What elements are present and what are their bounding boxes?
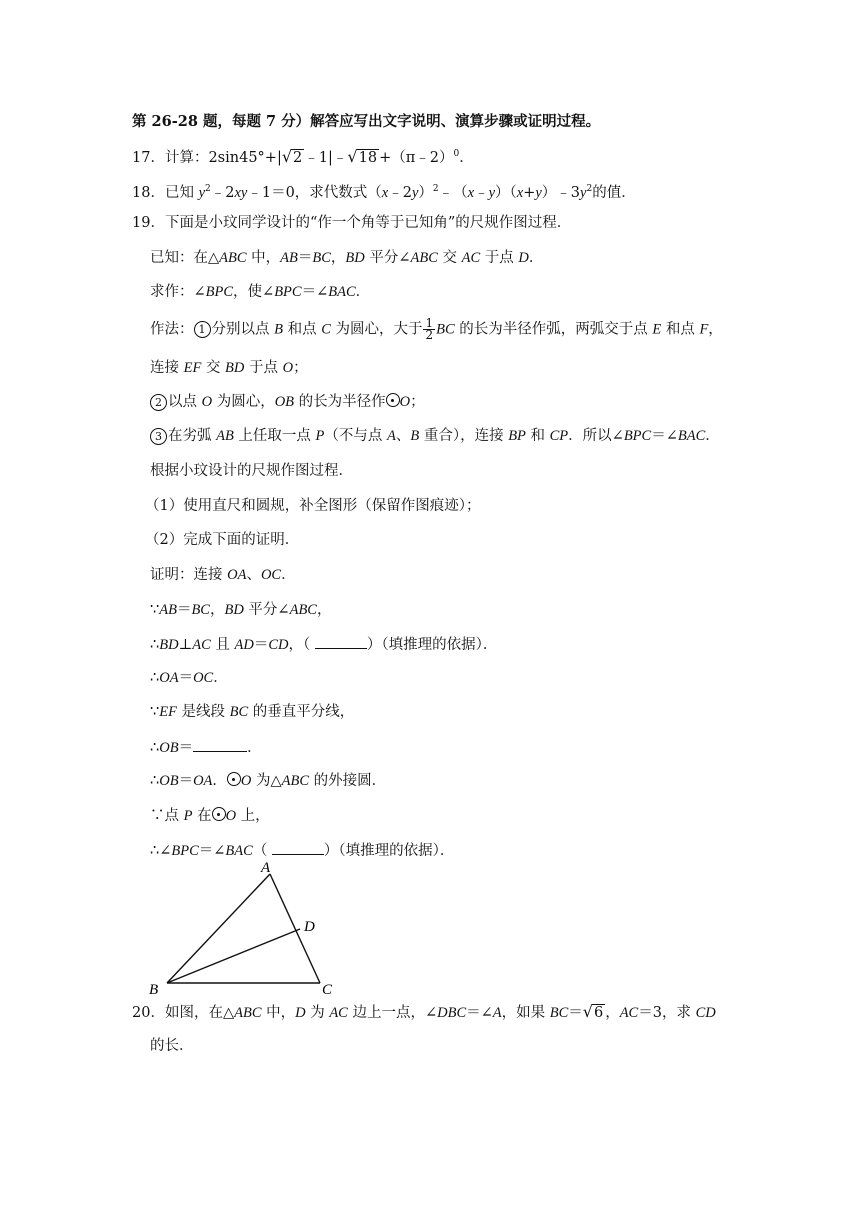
circle-symbol-icon [227,772,241,786]
segment-AB [167,874,270,983]
q19-proof-4: ∴OA＝OC． [150,670,228,686]
q19-proof-7: ∴OB＝OA． O 为△ABC 的外接圆． [150,773,387,789]
q19-part2: （2）完成下面的证明． [145,532,300,548]
answer-blank-1[interactable] [315,634,367,649]
label-C: C [322,982,333,995]
q19-proof-1: 证明：连接 OA、OC． [150,567,296,583]
question-20: 20．如图，在△ABC 中，D 为 AC 边上一点，∠DBC＝∠A，如果 BC＝√6 ，AC＝3，求 CD [132,1002,716,1021]
q19-method-step3: 3 在劣弧 AB 上任取一点 P（不与点 A、B 重合），连接 BP 和 CP．所以∠BPC＝∠BAC． [150,426,720,446]
q19-proof-8: ∵点 P 在 O 上， [150,808,270,824]
answer-blank-2[interactable] [193,737,247,752]
circled-number-1: 1 [194,321,211,338]
q19-given: 已知：在△ABC 中，AB＝BC，BD 平分∠ABC 交 AC 于点 D． [150,250,544,266]
answer-blank-3[interactable] [272,840,324,855]
q19-proof-5: ∵EF 是线段 BC 的垂直平分线， [150,704,355,720]
circled-number-3: 3 [150,428,167,445]
segment-BD [167,929,300,983]
q19-method-step2: 2 以点 O 为圆心，OB 的长为半径作 O； [150,392,425,412]
question-20-cont: 的长． [150,1038,194,1054]
q19-method-step1: 作法： 1 分别以点 B 和点 C 为圆心，大于 $\frac{1}{2}$ BC 的长为半径作弧，两弧交于点 E 和点 F， [150,316,723,342]
question-17: 17．计算：2sin45°+|√2 ﹣1|﹣√18 +（π﹣2）$^0$． [132,146,474,166]
q19-required: 求作：∠BPC，使∠BPC＝∠BAC． [150,284,371,300]
section-header: 第 26-28 题，每题 7 分）解答应写出文字说明、演算步骤或证明过程。 [132,113,601,130]
question-19-intro: 19．下面是小玟同学设计的“作一个角等于已知角”的尺规作图过程． [132,215,572,231]
label-D: D [304,919,315,935]
q19-proof-9: ∴∠BPC＝∠BAC（ ）（填推理的依据）． [150,840,454,861]
q19-part1: （1）使用直尺和圆规，补全图形（保留作图痕迹）； [145,498,481,514]
circled-number-2: 2 [150,394,167,411]
fraction-one-half: $\frac{1}{2}$ [425,316,434,342]
label-B: B [149,982,159,995]
circle-symbol-icon [386,393,400,407]
q19-basis: 根据小玟设计的尺规作图过程． [150,463,353,479]
q19-method-step1-cont: 连接 EF 交 BD 于点 O； [150,360,308,376]
triangle-figure [140,855,350,995]
q19-proof-6: ∴OB＝ ． [150,737,262,758]
q19-proof-3: ∴BD⊥AC 且 AD＝CD，（ ）（填推理的依据）． [150,634,497,655]
q19-proof-2: ∵AB＝BC，BD 平分∠ABC， [150,602,332,618]
question-18: 18．已知 $y^2﹣2xy﹣1=0$，求代数式$(x﹣2y)^2﹣(x﹣y)(x+y)﹣3y^2$的值． [132,184,636,201]
label-A: A [261,860,271,876]
circle-symbol-icon [212,807,226,821]
